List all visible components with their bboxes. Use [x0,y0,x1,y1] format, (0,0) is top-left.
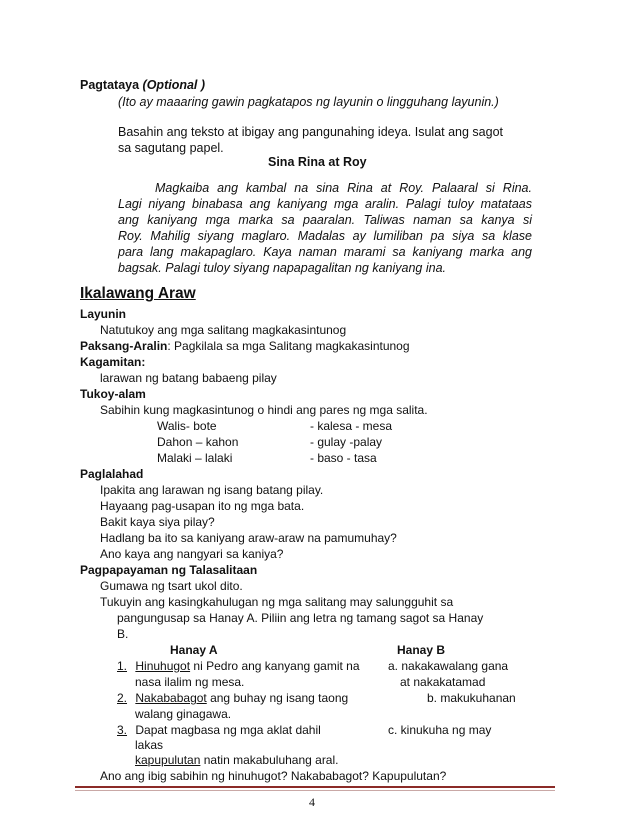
story-line: bagsak. Palagi tuloy siyang napapagalitan ng kaniyang ina. [118,261,447,275]
layunin-text: Natutukoy ang mga salitang magkakasintunog [100,323,347,337]
tukoy-alam-label: Tukoy-alam [80,387,146,401]
matching-item [117,722,321,738]
paglalahad-line: Ipakita ang larawan ng isang batang pilay. [100,483,324,497]
page-number: 4 [309,795,315,809]
underlined-word: Nakababagot [135,691,207,705]
item-text: Dapat magbasa ng mga aklat dahil [135,723,321,737]
matching-item-continuation [135,752,338,768]
paksang-text: : Pagkilala sa mga Salitang magkakasintunog [167,339,410,353]
hanay-a-header: Hanay A [170,643,218,657]
tukoy-alam-text: Sabihin kung magkasintunog o hindi ang pares ng mga salita. [100,403,428,417]
item-number: 3. [117,723,128,737]
item-text: ang buhay ng isang taong [206,691,349,705]
footer-divider [75,786,555,788]
pagpapayaman-line: Tukuyin ang kasingkahulugan ng mga salitang may salungguhit sa [100,595,454,609]
story-line: para lang makapaglaro. Kaya naman marami sa kaniyang marka ang [118,245,532,259]
story-line: Lagi niyang binabasa ang kaniyang mga aralin. Palagi tuloy matataas [118,197,532,211]
underlined-word: Hinuhugot [135,659,191,673]
story-line: Roy. Mahilig siyang maglaro. Madalas ay lumiliban pa siya sa klase [118,229,532,243]
answer-option: at nakakatamad [400,675,486,689]
story-line: Magkaiba ang kambal na sina Rina at Roy. Palaaral si Rina. [155,181,532,195]
pagpapayaman-label: Pagpapayaman ng Talasalitaan [80,563,258,577]
paglalahad-line: Ano kaya ang nangyari sa kaniya? [100,547,284,561]
pagtataya-optional: (Optional ) [142,78,206,92]
word-pair-right: - gulay -palay [310,435,383,449]
pagtataya-instruction-2: sa sagutang papel. [118,141,224,155]
word-pair-right: - baso - tasa [310,451,377,465]
ikalawang-araw-heading: Ikalawang Araw [80,285,196,302]
pagpapayaman-line: Gumawa ng tsart ukol dito. [100,579,243,593]
pagtataya-note: (Ito ay maaaring gawin pagkatapos ng layunin o lingguhang layunin.) [118,95,499,109]
kagamitan-text: larawan ng batang babaeng pilay [100,371,277,385]
item-text: nasa ilalim ng mesa. [135,675,245,689]
item-text: lakas [135,738,164,752]
answer-option: a. nakakawalang gana [388,659,509,673]
pagpapayaman-line: pangungusap sa Hanay A. Piliin ang letra ng tamang sagot sa Hanay [117,611,484,625]
closing-question: Ano ang ibig sabihin ng hinuhugot? Nakababagot? Kapupulutan? [100,769,447,783]
paglalahad-line: Bakit kaya siya pilay? [100,515,215,529]
footer-divider-thin [75,790,555,791]
item-text: natin makabuluhang aral. [200,753,339,767]
item-number: 1. [117,659,128,673]
answer-option: c. kinukuha ng may [388,723,492,737]
paglalahad-line: Hayaang pag-usapan ito ng mga bata. [100,499,305,513]
paksang-label: Paksang-Aralin [80,339,168,353]
answer-option: b. makukuhanan [427,691,516,705]
pagtataya-instruction-1: Basahin ang teksto at ibigay ang pangunahing ideya. Isulat ang sagot [118,125,504,139]
paglalahad-label: Paglalahad [80,467,144,481]
item-text: walang ginagawa. [135,707,232,721]
kagamitan-label: Kagamitan: [80,355,146,369]
word-pair-left: Walis- bote [157,419,217,433]
underlined-word: kapupulutan [135,753,201,767]
paksang-aralin [80,338,410,354]
paglalahad-line: Hadlang ba ito sa kaniyang araw-araw na pamumuhay? [100,531,397,545]
word-pair-left: Dahon – kahon [157,435,239,449]
story-title: Sina Rina at Roy [268,155,367,169]
matching-item [117,690,348,706]
pagtataya-heading [80,77,205,93]
hanay-b-header: Hanay B [397,643,446,657]
item-number: 2. [117,691,128,705]
item-text: ni Pedro ang kanyang gamit na [190,659,360,673]
layunin-label: Layunin [80,307,127,321]
word-pair-left: Malaki – lalaki [157,451,233,465]
pagtataya-label: Pagtataya [80,78,140,92]
story-line: ang kaniyang mga marka sa paaralan. Taliwas naman sa kanya si [118,213,532,227]
matching-item [117,658,360,674]
word-pair-right: - kalesa - mesa [310,419,393,433]
pagpapayaman-line: B. [117,627,129,641]
